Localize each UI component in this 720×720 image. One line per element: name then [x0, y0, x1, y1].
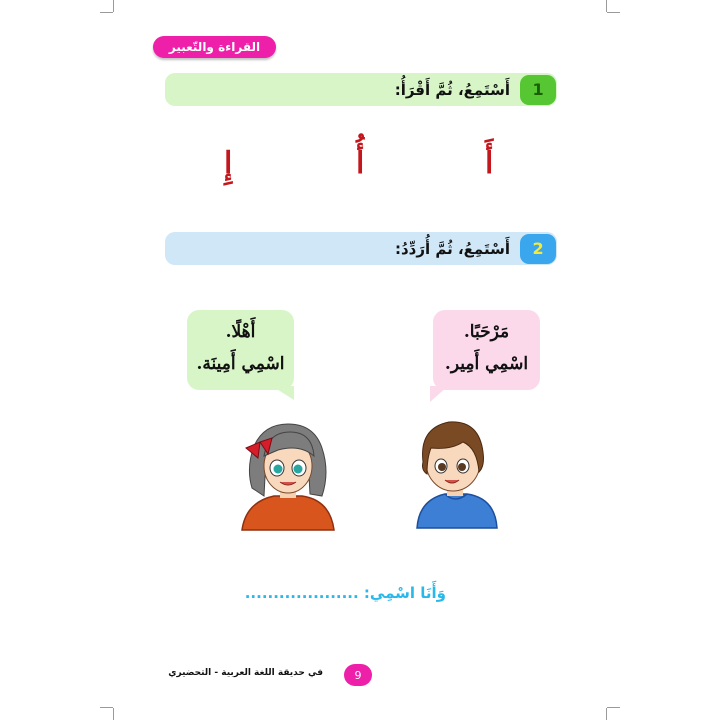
name-blank[interactable]: ....................	[244, 584, 359, 602]
crop-mark-top-left	[113, 0, 114, 12]
exercise-2-number: 2	[532, 239, 544, 258]
letter-damma: أُ	[356, 146, 365, 181]
exercise-1-instruction: أَسْتَمِعُ، ثُمَّ أَقْرَأُ:	[394, 80, 510, 99]
letter-kasra: إِ	[224, 146, 233, 181]
page-number: 9	[354, 668, 362, 682]
section-title-pill	[153, 36, 276, 58]
exercise-2-bar	[165, 232, 557, 265]
page-number-badge	[344, 664, 372, 686]
crop-mark-bottom-right	[607, 707, 620, 708]
crop-mark-top-left	[100, 12, 113, 13]
crop-mark-bottom-right	[606, 708, 607, 720]
section-title: القراءة والتّعبير	[168, 40, 261, 54]
name-answer-line	[244, 584, 446, 602]
boy-name-line: اسْمِي أَمِير.	[444, 354, 529, 374]
girl-illustration	[238, 418, 338, 533]
crop-mark-bottom-left	[113, 708, 114, 720]
book-title: في حديقة اللغة العربية - التحضيري	[168, 668, 323, 678]
girl-greeting: أَهْلًا.	[225, 322, 256, 342]
boy-speech-bubble	[433, 310, 540, 390]
exercise-2-instruction: أَسْتَمِعُ، ثُمَّ أُرَدِّدُ:	[394, 239, 510, 258]
exercise-1-number-badge	[520, 75, 556, 105]
exercise-2-number-badge	[520, 234, 556, 264]
exercise-1-number: 1	[532, 80, 544, 99]
girl-speech-bubble	[187, 310, 294, 390]
boy-illustration	[405, 418, 505, 533]
exercise-1-bar	[165, 73, 557, 106]
girl-name-line: اسْمِي أَمِينَة.	[196, 354, 285, 374]
name-prompt: وَأَنَا اسْمِي:	[363, 584, 446, 602]
letter-fatha: أَ	[485, 146, 494, 181]
crop-mark-top-right	[607, 12, 620, 13]
crop-mark-top-right	[606, 0, 607, 12]
crop-mark-bottom-left	[100, 707, 113, 708]
boy-greeting: مَرْحَبًا.	[463, 322, 510, 342]
